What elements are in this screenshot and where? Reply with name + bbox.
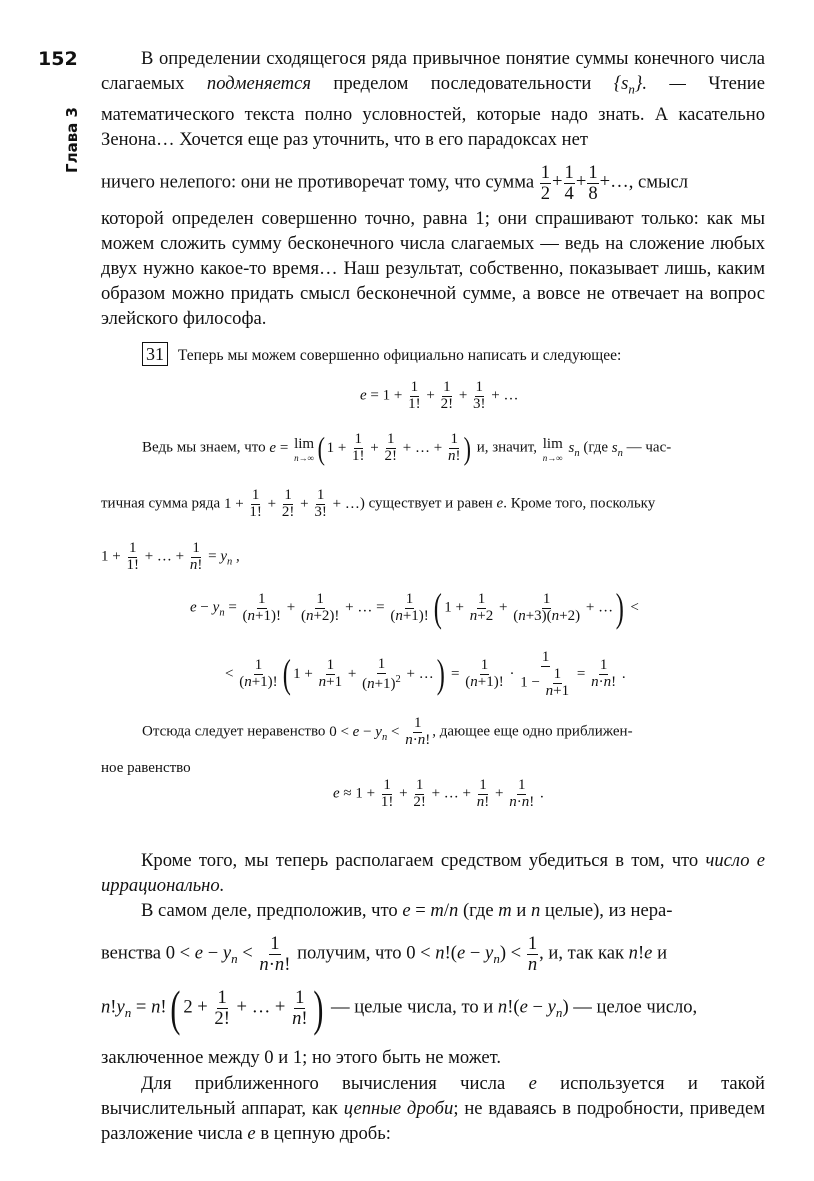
text-line: Для приближенного вычисления числа — [141, 1073, 506, 1094]
formula-e-m-n: e = m/n — [402, 900, 459, 921]
formula-yn: 1 + $\frac{1}{1!}$ + … + $\frac{1}{n!}$ = $y_n$ , — [101, 540, 240, 573]
text-line: целые), из нера- — [544, 900, 673, 921]
text-line: и, значит, — [476, 439, 537, 456]
paragraph-proof-1 — [101, 898, 765, 923]
partial-sum-line — [101, 488, 771, 521]
chapter-label: Глава 3 — [63, 107, 81, 173]
paragraph-irrational — [101, 848, 765, 898]
formula-e-limit: e = lim n→∞ ( 1 + $\frac{1}{1!}$ + $\frac{1}{2!}$ + … + $\frac{1}{n!}$ ) — [269, 430, 472, 466]
text-line: ничего нелепого: они не противоречат тому, что сумма — [101, 171, 535, 193]
text-line: В определении сходящегося ряда привычное понятие суммы конечного числа слагаемых — [101, 48, 765, 94]
inequality-line2: ное равенство — [101, 760, 191, 776]
text-line: — целое число, — [573, 996, 698, 1018]
paragraph-zeno: которой определен совершенно точно, равна 1; они спрашивают только: как мы можем сложить сумму бесконечного числа слагаемых — ведь на сложение любых двух нужно какое-то время… Наш результат, собственно, показывает лишь, каким образом можно придать смысл бесконечной сумме, а вовсе не отвечает на вопрос элейского философа. — [101, 208, 765, 329]
text-line: (где — [583, 439, 609, 456]
italic-term: число e иррационально. — [101, 850, 765, 896]
proof-line-2: венства $0 < e - y_n$ < $\frac{1}{n\cdot n!}$ получим, что $0 < n!(e - y_n)$ < $\frac{1}{n}$ , и, так как n!e и — [101, 933, 668, 975]
section-number-box: 31 — [142, 342, 168, 366]
text-line: венства — [101, 942, 162, 964]
text-line: Чтение математического текста полно условностей, которые надо знать. А касательно Зенона… Хочется еще раз уточнить, что в его парадоксах нет — [101, 73, 765, 150]
text-line: в цепную дробь: — [260, 1123, 391, 1144]
page-number: 152 — [38, 48, 78, 70]
text-line: и — [516, 900, 527, 921]
symbol-e: e — [247, 1123, 256, 1144]
text-line: Отсюда следует неравенство — [142, 723, 326, 740]
text-line: , смысл — [628, 171, 689, 193]
formula-half-series: $\frac{1}{2}$ + $\frac{1}{4}$ + $\frac{1}{8}$ +… — [540, 162, 629, 204]
text-line: пределом последовательности — [333, 73, 592, 94]
text-line: — целые числа, то и — [330, 996, 494, 1018]
formula-series: 1 + $\frac{1}{1!}$ + $\frac{1}{2!}$ + $\frac{1}{3!}$ + … — [223, 487, 360, 520]
italic-term: цепные дроби — [343, 1098, 454, 1119]
text-line: Теперь мы можем совершенно официально написать и следующее: — [177, 347, 622, 364]
italic-term: подменяется — [206, 73, 311, 94]
sequence-notation: $\{s_n\}$. — — [613, 73, 686, 97]
symbol-n: n — [530, 900, 541, 921]
formula-e-series: e = 1 + $\frac{1}{1!}$ + $\frac{1}{2!}$ + $\frac{1}{3!}$ + … — [360, 379, 519, 412]
paragraph-sum-definition — [101, 46, 765, 152]
text-line: Кроме того, мы теперь располагаем средством убедиться в том, что — [141, 850, 699, 871]
paragraph-sum-line4 — [101, 163, 765, 203]
text-line: ) существует и равен — [359, 495, 493, 512]
text-line: (где — [462, 900, 494, 921]
text-line: В самом деле, предположив, что — [141, 900, 398, 921]
symbol-m: m — [498, 900, 512, 921]
text-line: используется и такой вычислительный аппарат, как — [101, 1073, 766, 1119]
proof-line-3: $n!y_n = n$!( 2 + $\frac{1}{2!}$ + … + $\frac{1}{n!}$ ) — целые числа, то и $n!(e - y_n)$ — целое число, — [101, 980, 698, 1036]
text-line: получим, что — [297, 942, 402, 964]
text-line: ; не вдаваясь в подробности, приведем разложение числа — [101, 1098, 765, 1144]
text-line: тичная сумма ряда — [101, 495, 221, 512]
text-line: . Кроме того, поскольку — [503, 495, 656, 512]
formula-e-minus-yn: $e - y_n$ = $\frac{1}{(n+1)!}$ + $\frac{1}{(n+2)!}$ + … = $\frac{1}{(n+1)!}$ ( 1 + $\frac{1}{n+2}$ + $\frac{1}{(n+3)(n+2)}$ + …) < — [190, 585, 639, 631]
inequality-line — [142, 716, 770, 749]
formula-lim-sn: lim n→∞ $s_n$ — [542, 435, 580, 463]
formula-approx: e ≈ 1 + $\frac{1}{1!}$ + $\frac{1}{2!}$ + … + $\frac{1}{n!}$ + $\frac{1}{n\cdot n!}$ . — [333, 777, 544, 810]
text-line: Ведь мы знаем, что — [142, 439, 266, 456]
symbol-e: e — [496, 495, 504, 512]
formula-estimate: < $\frac{1}{(n+1)!}$ ( 1 + $\frac{1}{n+1}$ + $\frac{1}{(n+1)^2}$ + …) = $\frac{1}{(n+1)!}$ · 1 1 − $\frac{1}{n+1}$ = $\frac{1}{n\cdot n!}$ . — [225, 649, 626, 699]
paragraph-continued-fractions — [101, 1071, 765, 1146]
known-limit-line: Ведь мы знаем, что e = lim n→∞ ( 1 + $\frac{1}{1!}$ + $\frac{1}{2!}$ + … + $\frac{1}{n!}$ ) и, значит, lim n→∞ $s_n$ (где $s_n$ — час- — [142, 430, 672, 466]
symbol-e: e — [528, 1073, 537, 1094]
formula-inequality: $0 < e - y_n$ < $\frac{1}{n\cdot n!}$ — [329, 715, 431, 748]
section-31-intro — [142, 342, 772, 366]
text-line: , и, так как — [539, 942, 624, 964]
proof-line-4: заключенное между 0 и 1; но этого быть не может. — [101, 1047, 502, 1068]
text-line: , дающее еще одно приближен- — [432, 723, 633, 740]
text-line: и — [657, 942, 668, 964]
text-line: — час- — [626, 439, 672, 456]
